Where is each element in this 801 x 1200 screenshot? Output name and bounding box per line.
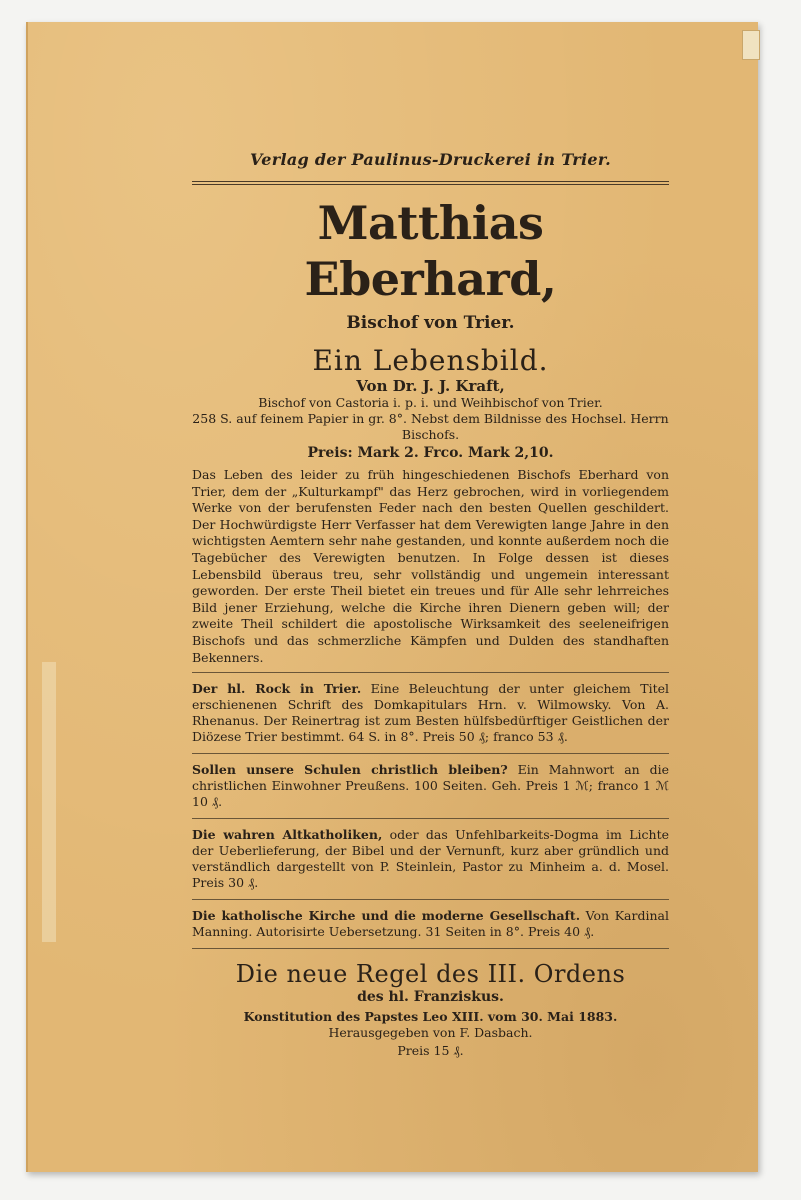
book-description: Das Leben des leider zu früh hingeschiedenen Bischofs Eberhard von Trier, dem der „Kulturkampf" das Herz gebrochen, wird in vorliegendem Werke von der berufensten Feder nach den besten Quellen geschildert. Der Hochwürdigste Herr Verfasser hat dem Verewigten lange Jahre in den wichtigsten Aemtern sehr nahe gestanden, und konnte außerdem noch die Tagebücher des Verewigten benutzen. In Folge dessen ist dieses Lebensbild überaus treu, sehr vollständig und ungemein interessant geworden. Der erste Theil bietet ein treues und für Alle sehr lehrreiches Bild jener Erziehung, welche die Kirche ihren Dienern geben will; der zweite Theil schildert die apostolische Wirksamkeit des seeleneifrigen Bischofs und das schmerzliche Kämpfen und Dulden des standhaften Bekenners. bbox=[192, 467, 669, 665]
double-rule bbox=[192, 181, 669, 185]
list-item bbox=[192, 825, 669, 893]
separator-rule bbox=[192, 899, 669, 900]
editor-line: Herausgegeben von F. Dasbach. bbox=[328, 1025, 533, 1041]
book-price: Preis: Mark 2. Frco. Mark 2,10. bbox=[307, 445, 554, 461]
regel-title: Die neue Regel des III. Ordens bbox=[235, 960, 626, 989]
regel-subtitle: des hl. Franziskus. bbox=[357, 989, 504, 1006]
publisher-line: Verlag der Paulinus-Druckerei in Trier. bbox=[250, 150, 611, 169]
entry-title: Die wahren Altkatholiken, bbox=[192, 827, 383, 843]
entry-text: oder das Unfehlbarkeits-Dogma im Lichte der Ueberlieferung, der Bibel und der Vernunft, kurz aber gründlich und verständlich dargestellt von P. Steinlein, Pastor zu Minheim a. d. Mosel. Preis 30 ₰. bbox=[192, 827, 669, 891]
separator-rule bbox=[192, 753, 669, 754]
separator-rule bbox=[192, 818, 669, 819]
entry-text: Eine Beleuchtung der unter gleichem Titel erschienenen Schrift des Domkapitulars Hrn. v. Wilmowsky. Von A. Rhenanus. Der Reinertrag ist zum Besten hülfsbedürftiger Geistlichen der Diözese Trier bestimmt. 64 S. in 8°. Preis 50 ₰; franco 53 ₰. bbox=[192, 681, 669, 745]
paper-clip bbox=[742, 30, 760, 60]
book-details: 258 S. auf feinem Papier in gr. 8°. Nebst dem Bildnisse des Hochsel. Herrn Bischofs. bbox=[192, 411, 669, 442]
entry-text: Von Kardinal Manning. Autorisirte Uebersetzung. 31 Seiten in 8°. Preis 40 ₰. bbox=[192, 908, 669, 940]
paper-edge-wear bbox=[42, 662, 56, 942]
book-title: Matthias Eberhard, bbox=[304, 196, 557, 306]
list-item bbox=[192, 679, 669, 747]
regel-price: Preis 15 ₰. bbox=[397, 1043, 464, 1059]
separator-rule bbox=[192, 672, 669, 673]
entry-text: Ein Mahnwort an die christlichen Einwohner Preußens. 100 Seiten. Geh. Preis 1 ℳ; franco 1 ℳ 10 ₰. bbox=[192, 762, 669, 810]
separator-rule bbox=[192, 948, 669, 949]
flyer-paper bbox=[26, 22, 758, 1172]
flyer-content bbox=[192, 150, 669, 1060]
book-subtitle: Bischof von Trier. bbox=[346, 313, 515, 333]
book-kind: Ein Lebensbild. bbox=[312, 344, 549, 377]
list-item bbox=[192, 906, 669, 942]
book-author: Von Dr. J. J. Kraft, bbox=[356, 377, 505, 395]
entry-title: Der hl. Rock in Trier. bbox=[192, 681, 362, 697]
entry-title: Die katholische Kirche und die moderne Gesellschaft. bbox=[192, 908, 581, 924]
author-role: Bischof von Castoria i. p. i. und Weihbischof von Trier. bbox=[258, 395, 603, 410]
konstitution-line: Konstitution des Papstes Leo XIII. vom 30. Mai 1883. bbox=[243, 1009, 618, 1025]
list-item bbox=[192, 760, 669, 812]
entry-title: Sollen unsere Schulen christlich bleiben? bbox=[192, 762, 508, 778]
